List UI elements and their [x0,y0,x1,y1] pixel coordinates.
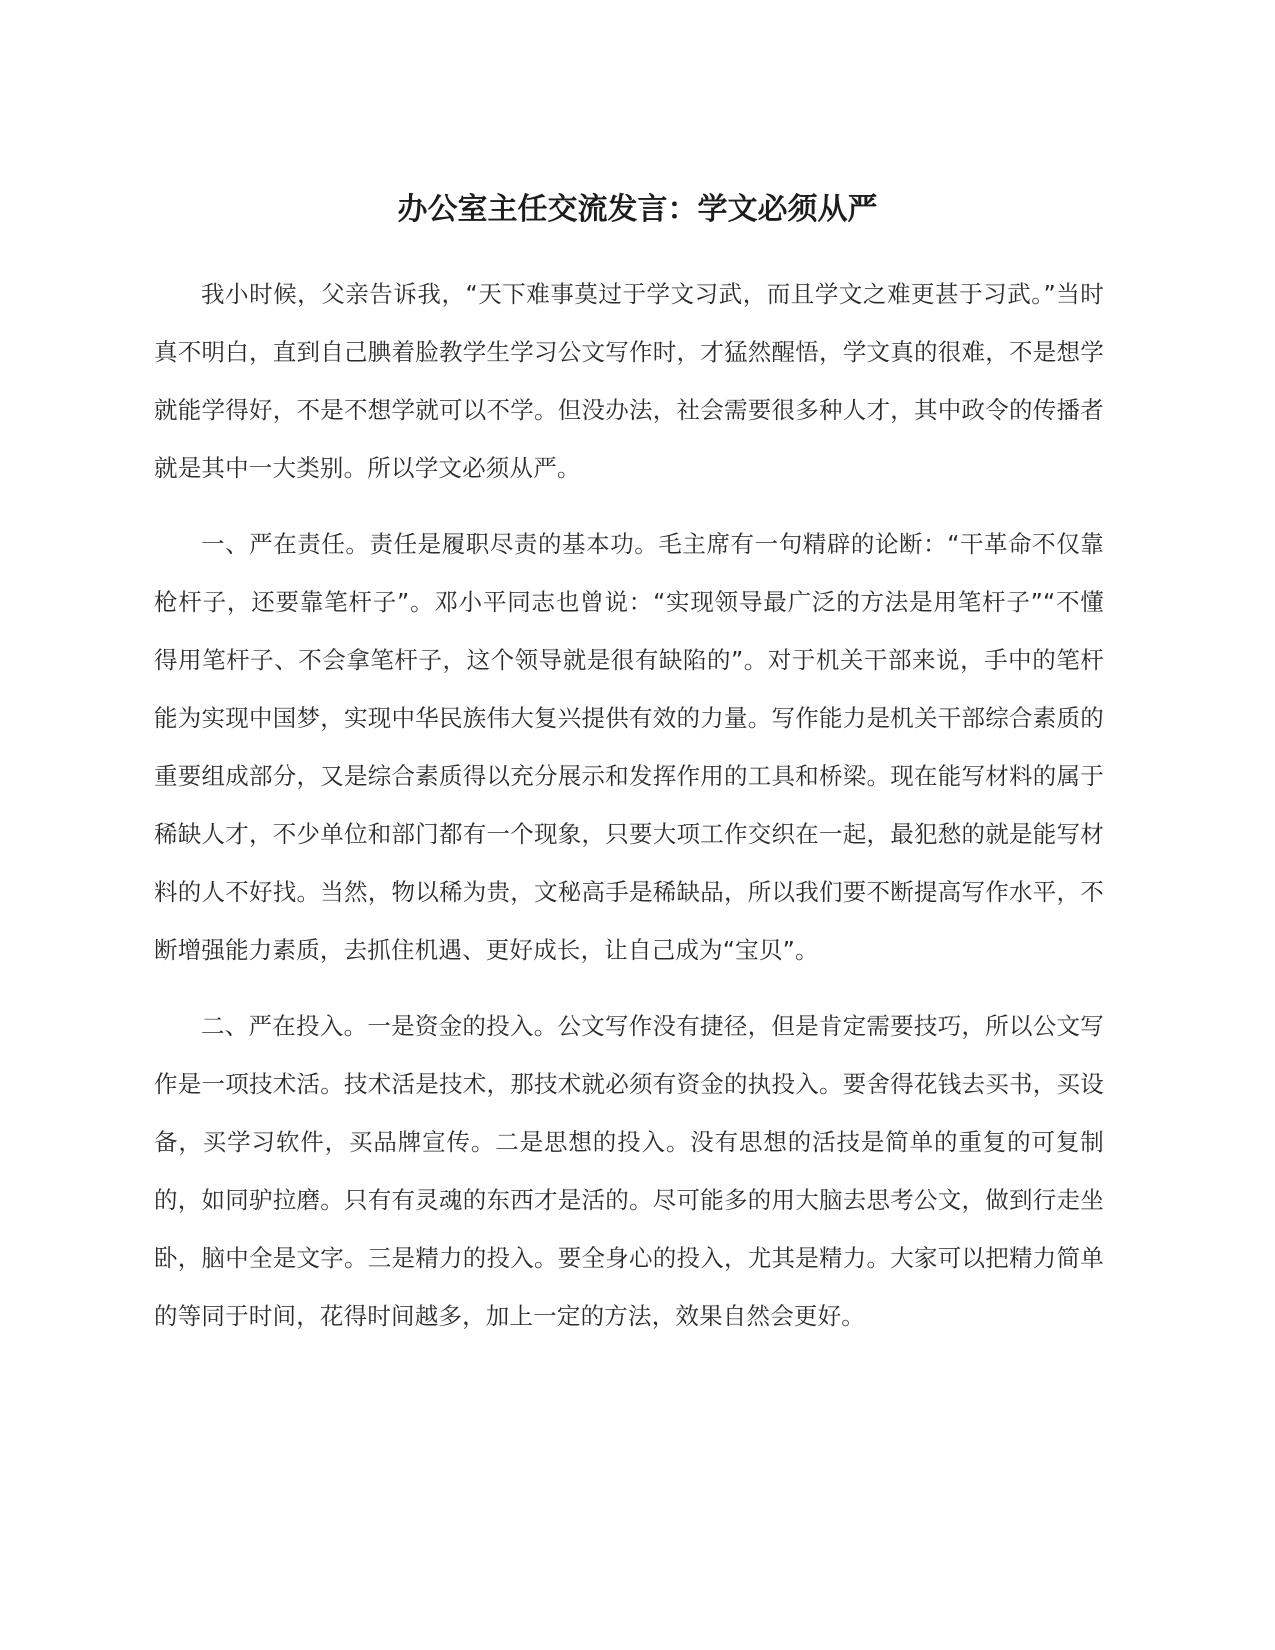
document-body [154,265,1104,1363]
document-title: 办公室主任交流发言：学文必须从严 [397,192,878,227]
paragraph-intro: 我小时候，父亲告诉我，“天下难事莫过于学文习武，而且学文之难更甚于习武。”当时真不明白，直到自己腆着脸教学生学习公文写作时，才猛然醒悟，学文真的很难，不是想学就能学得好，不是不想学就可以不学。但没办法，社会需要很多种人才，其中政令的传播者就是其中一大类别。所以学文必须从严。 [154,280,1104,482]
paragraph-responsibility: 一、严在责任。责任是履职尽责的基本功。毛主席有一句精辟的论断：“干革命不仅靠枪杆子，还要靠笔杆子”。邓小平同志也曾说：“实现领导最广泛的方法是用笔杆子”“不懂得用笔杆子、不会拿笔杆子，这个领导就是很有缺陷的”。对于机关干部来说，手中的笔杆能为实现中国梦，实现中华民族伟大复兴提供有效的力量。写作能力是机关干部综合素质的重要组成部分，又是综合素质得以充分展示和发挥作用的工具和桥梁。现在能写材料的属于稀缺人才，不少单位和部门都有一个现象，只要大项工作交织在一起，最犯愁的就是能写材料的人不好找。当然，物以稀为贵，文秘高手是稀缺品，所以我们要不断提高写作水平，不断增强能力素质，去抓住机遇、更好成长，让自己成为“宝贝”。 [154,530,1104,964]
paragraph-investment: 二、严在投入。一是资金的投入。公文写作没有捷径，但是肯定需要技巧，所以公文写作是一项技术活。技术活是技术，那技术就必须有资金的执投入。要舍得花钱去买书，买设备，买学习软件，买品牌宣传。二是思想的投入。没有思想的活技是简单的重复的可复制的，如同驴拉磨。只有有灵魂的东西才是活的。尽可能多的用大脑去思考公文，做到行走坐卧，脑中全是文字。三是精力的投入。要全身心的投入，尤其是精力。大家可以把精力简单的等同于时间，花得时间越多，加上一定的方法，效果自然会更好。 [154,1012,1104,1330]
